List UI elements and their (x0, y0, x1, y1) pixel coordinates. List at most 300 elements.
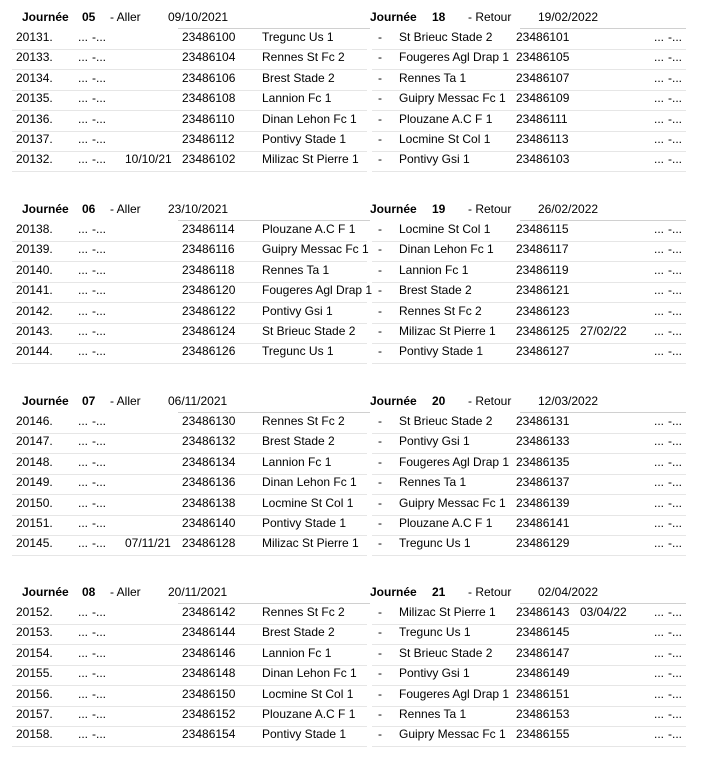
time-placeholder: -... (668, 242, 682, 257)
time-placeholder: -... (92, 222, 106, 236)
journee-label: Journée (22, 202, 69, 216)
aller-home-team: Plouzane A.C F 1 (262, 222, 356, 236)
match-id: 20133. (16, 50, 53, 65)
aller-home-team: Dinan Lehon Fc 1 (262, 475, 357, 490)
match-id: 20131. (16, 30, 53, 44)
match-row (0, 222, 720, 242)
time-placeholder: ... (78, 434, 89, 449)
match-row (0, 263, 720, 283)
aller-home-team: Dinan Lehon Fc 1 (262, 666, 357, 681)
time-placeholder: -... (92, 475, 106, 490)
retour-home-team: Pontivy Gsi 1 (399, 152, 470, 167)
aller-home-team: Pontivy Stade 1 (262, 132, 347, 146)
time-placeholder: ... (654, 132, 665, 146)
aller-round-number: 07 (82, 394, 96, 408)
time-placeholder: -... (92, 605, 106, 619)
time-placeholder: ... (654, 344, 665, 359)
match-id: 20158. (16, 727, 53, 742)
time-placeholder: -... (668, 30, 682, 44)
match-row (0, 536, 720, 556)
vs-separator: - (378, 50, 382, 65)
match-row (0, 91, 720, 111)
time-placeholder: -... (668, 727, 682, 742)
vs-separator: - (378, 222, 382, 236)
aller-home-team: Rennes Ta 1 (262, 262, 330, 277)
retour-home-team: Fougeres Agl Drap 1 (399, 686, 510, 701)
retour-home-team: St Brieuc Stade 2 (399, 414, 493, 428)
retour-round-number: 20 (432, 394, 446, 408)
aller-home-team: Rennes St Fc 2 (262, 50, 345, 65)
time-placeholder: ... (78, 625, 89, 640)
retour-round-number: 18 (432, 10, 446, 24)
retour-date: 02/04/2022 (538, 585, 599, 599)
aller-label: - Aller (110, 10, 141, 24)
aller-match-code: 23486150 (182, 686, 236, 701)
header-rule (178, 412, 370, 413)
retour-match-code: 23486143 (516, 605, 570, 619)
time-placeholder: ... (78, 536, 89, 551)
time-placeholder: ... (654, 414, 665, 428)
match-id: 20144. (16, 344, 53, 359)
time-placeholder: -... (668, 495, 682, 510)
match-id: 20142. (16, 303, 53, 318)
match-id: 20147. (16, 434, 53, 449)
aller-match-code: 23486124 (182, 324, 236, 338)
vs-separator: - (378, 111, 382, 126)
match-id: 20140. (16, 262, 53, 277)
retour-match-code: 23486153 (516, 707, 570, 721)
journee-label: Journée (22, 394, 69, 408)
row-separator (12, 555, 367, 556)
match-row (0, 625, 720, 645)
match-id: 20155. (16, 666, 53, 681)
vs-separator: - (378, 707, 382, 721)
time-placeholder: -... (668, 132, 682, 146)
aller-match-code: 23486104 (182, 50, 236, 65)
time-placeholder: ... (654, 303, 665, 318)
match-id: 20138. (16, 222, 53, 236)
time-placeholder: ... (78, 30, 89, 44)
aller-home-team: Milizac St Pierre 1 (262, 152, 359, 167)
match-id: 20149. (16, 475, 53, 490)
retour-home-team: Plouzane A.C F 1 (399, 516, 493, 530)
round-header (0, 585, 720, 605)
journee-label: Journée (22, 585, 69, 599)
match-row (0, 666, 720, 686)
vs-separator: - (378, 152, 382, 167)
time-placeholder: -... (668, 303, 682, 318)
time-placeholder: ... (78, 707, 89, 721)
retour-home-team: Guipry Messac Fc 1 (399, 727, 506, 742)
aller-home-team: Rennes St Fc 2 (262, 605, 345, 619)
retour-home-team: Locmine St Col 1 (399, 222, 491, 236)
time-placeholder: -... (668, 70, 682, 85)
vs-separator: - (378, 516, 382, 530)
match-id: 20134. (16, 70, 53, 85)
round-header (0, 10, 720, 30)
aller-home-team: Lannion Fc 1 (262, 91, 332, 106)
time-placeholder: -... (668, 434, 682, 449)
aller-date: 23/10/2021 (168, 202, 229, 216)
time-placeholder: ... (78, 152, 89, 167)
time-placeholder: ... (78, 242, 89, 257)
retour-match-code: 23486141 (516, 516, 570, 530)
row-separator (372, 171, 686, 172)
aller-match-date: 10/10/21 (125, 152, 172, 167)
vs-separator: - (378, 454, 382, 469)
time-placeholder: ... (654, 70, 665, 85)
time-placeholder: ... (654, 707, 665, 721)
time-placeholder: -... (92, 262, 106, 277)
aller-home-team: Pontivy Stade 1 (262, 727, 347, 742)
journee-label: Journée (22, 10, 69, 24)
aller-match-date: 07/11/21 (125, 536, 171, 551)
aller-round-number: 06 (82, 202, 96, 216)
time-placeholder: ... (78, 727, 89, 742)
match-row (0, 434, 720, 454)
time-placeholder: -... (668, 605, 682, 619)
aller-match-code: 23486106 (182, 70, 236, 85)
time-placeholder: ... (654, 111, 665, 126)
aller-home-team: Brest Stade 2 (262, 434, 335, 449)
time-placeholder: -... (92, 132, 106, 146)
aller-match-code: 23486132 (182, 434, 236, 449)
vs-separator: - (378, 70, 382, 85)
retour-label: - Retour (468, 10, 512, 24)
time-placeholder: -... (92, 434, 106, 449)
retour-home-team: Lannion Fc 1 (399, 262, 469, 277)
retour-home-team: Guipry Messac Fc 1 (399, 495, 506, 510)
retour-match-code: 23486133 (516, 434, 570, 449)
time-placeholder: ... (654, 454, 665, 469)
retour-match-code: 23486113 (516, 132, 569, 146)
aller-home-team: Locmine St Col 1 (262, 495, 354, 510)
match-row (0, 152, 720, 172)
time-placeholder: ... (654, 495, 665, 510)
retour-match-code: 23486111 (516, 111, 568, 126)
match-id: 20151. (16, 516, 53, 530)
time-placeholder: ... (654, 475, 665, 490)
match-row (0, 324, 720, 344)
time-placeholder: ... (78, 645, 89, 660)
time-placeholder: -... (92, 91, 106, 106)
time-placeholder: ... (78, 414, 89, 428)
vs-separator: - (378, 645, 382, 660)
vs-separator: - (378, 30, 382, 44)
time-placeholder: -... (668, 536, 682, 551)
time-placeholder: -... (668, 91, 682, 106)
time-placeholder: ... (78, 516, 89, 530)
time-placeholder: -... (92, 666, 106, 681)
time-placeholder: ... (78, 70, 89, 85)
time-placeholder: ... (654, 605, 665, 619)
match-id: 20141. (16, 283, 53, 298)
match-id: 20132. (16, 152, 53, 167)
time-placeholder: ... (654, 50, 665, 65)
aller-match-code: 23486142 (182, 605, 236, 619)
time-placeholder: -... (92, 707, 106, 721)
time-placeholder: ... (654, 324, 665, 338)
time-placeholder: ... (78, 324, 89, 338)
match-row (0, 414, 720, 434)
time-placeholder: -... (668, 414, 682, 428)
match-row (0, 112, 720, 132)
aller-home-team: Brest Stade 2 (262, 70, 335, 85)
header-rule (520, 220, 686, 221)
time-placeholder: ... (654, 152, 665, 167)
retour-home-team: Tregunc Us 1 (399, 536, 471, 551)
header-rule (178, 28, 370, 29)
aller-home-team: Plouzane A.C F 1 (262, 707, 356, 721)
aller-match-code: 23486116 (182, 242, 235, 257)
match-id: 20153. (16, 625, 53, 640)
time-placeholder: -... (92, 454, 106, 469)
match-row (0, 304, 720, 324)
vs-separator: - (378, 414, 382, 428)
vs-separator: - (378, 344, 382, 359)
match-row (0, 646, 720, 666)
time-placeholder: ... (78, 666, 89, 681)
aller-match-code: 23486128 (182, 536, 236, 551)
retour-date: 12/03/2022 (538, 394, 599, 408)
retour-match-code: 23486129 (516, 536, 570, 551)
vs-separator: - (378, 686, 382, 701)
retour-home-team: St Brieuc Stade 2 (399, 645, 493, 660)
vs-separator: - (378, 303, 382, 318)
match-row (0, 132, 720, 152)
match-id: 20146. (16, 414, 53, 428)
time-placeholder: -... (92, 516, 106, 530)
header-rule (520, 412, 686, 413)
time-placeholder: -... (92, 242, 106, 257)
aller-home-team: Pontivy Gsi 1 (262, 303, 333, 318)
retour-match-code: 23486135 (516, 454, 570, 469)
retour-home-team: Guipry Messac Fc 1 (399, 91, 506, 106)
retour-home-team: Locmine St Col 1 (399, 132, 491, 146)
aller-match-code: 23486118 (182, 262, 235, 277)
match-id: 20154. (16, 645, 53, 660)
retour-date: 26/02/2022 (538, 202, 599, 216)
match-row (0, 283, 720, 303)
retour-match-code: 23486151 (516, 686, 570, 701)
time-placeholder: -... (668, 516, 682, 530)
aller-match-code: 23486102 (182, 152, 236, 167)
time-placeholder: ... (654, 262, 665, 277)
vs-separator: - (378, 495, 382, 510)
time-placeholder: ... (78, 91, 89, 106)
retour-match-code: 23486127 (516, 344, 570, 359)
retour-home-team: Pontivy Gsi 1 (399, 434, 470, 449)
match-id: 20145. (16, 536, 53, 551)
time-placeholder: ... (654, 222, 665, 236)
time-placeholder: -... (92, 686, 106, 701)
aller-match-code: 23486148 (182, 666, 236, 681)
aller-label: - Aller (110, 202, 141, 216)
time-placeholder: ... (78, 50, 89, 65)
match-row (0, 687, 720, 707)
time-placeholder: ... (78, 222, 89, 236)
vs-separator: - (378, 132, 382, 146)
aller-match-code: 23486152 (182, 707, 236, 721)
time-placeholder: -... (92, 111, 106, 126)
time-placeholder: ... (654, 434, 665, 449)
retour-label: - Retour (468, 202, 512, 216)
aller-home-team: Milizac St Pierre 1 (262, 536, 359, 551)
vs-separator: - (378, 242, 382, 257)
aller-date: 09/10/2021 (168, 10, 229, 24)
time-placeholder: ... (78, 111, 89, 126)
retour-home-team: Rennes Ta 1 (399, 475, 467, 490)
row-separator (12, 363, 367, 364)
time-placeholder: -... (668, 262, 682, 277)
aller-match-code: 23486140 (182, 516, 236, 530)
match-id: 20157. (16, 707, 53, 721)
match-row (0, 242, 720, 262)
time-placeholder: -... (92, 727, 106, 742)
time-placeholder: -... (668, 152, 682, 167)
match-id: 20136. (16, 111, 53, 126)
aller-home-team: Pontivy Stade 1 (262, 516, 347, 530)
retour-match-code: 23486107 (516, 70, 570, 85)
match-row (0, 344, 720, 364)
retour-home-team: Fougeres Agl Drap 1 (399, 454, 510, 469)
vs-separator: - (378, 666, 382, 681)
retour-match-code: 23486137 (516, 475, 570, 490)
time-placeholder: ... (78, 132, 89, 146)
aller-home-team: St Brieuc Stade 2 (262, 324, 356, 338)
aller-home-team: Brest Stade 2 (262, 625, 335, 640)
time-placeholder: ... (78, 475, 89, 490)
retour-home-team: Brest Stade 2 (399, 283, 472, 298)
match-row (0, 496, 720, 516)
time-placeholder: ... (78, 686, 89, 701)
vs-separator: - (378, 536, 382, 551)
retour-home-team: Rennes St Fc 2 (399, 303, 482, 318)
match-row (0, 707, 720, 727)
time-placeholder: -... (92, 414, 106, 428)
retour-home-team: Rennes Ta 1 (399, 70, 467, 85)
row-separator (12, 171, 367, 172)
aller-match-code: 23486138 (182, 495, 236, 510)
retour-match-code: 23486145 (516, 625, 570, 640)
time-placeholder: -... (92, 30, 106, 44)
time-placeholder: -... (92, 70, 106, 85)
retour-match-code: 23486123 (516, 303, 570, 318)
aller-match-code: 23486120 (182, 283, 236, 298)
time-placeholder: -... (92, 152, 106, 167)
vs-separator: - (378, 434, 382, 449)
round-header (0, 394, 720, 414)
retour-home-team: Dinan Lehon Fc 1 (399, 242, 494, 257)
aller-home-team: Tregunc Us 1 (262, 30, 334, 44)
time-placeholder: -... (92, 495, 106, 510)
aller-home-team: Tregunc Us 1 (262, 344, 334, 359)
retour-match-code: 23486117 (516, 242, 569, 257)
time-placeholder: ... (654, 666, 665, 681)
time-placeholder: ... (654, 242, 665, 257)
aller-match-code: 23486100 (182, 30, 236, 44)
time-placeholder: -... (668, 707, 682, 721)
vs-separator: - (378, 324, 382, 338)
retour-round-number: 21 (432, 585, 446, 599)
time-placeholder: ... (78, 344, 89, 359)
round-block (0, 202, 720, 375)
match-row (0, 50, 720, 70)
retour-home-team: Pontivy Stade 1 (399, 344, 484, 359)
match-id: 20135. (16, 91, 53, 106)
aller-label: - Aller (110, 585, 141, 599)
aller-match-code: 23486110 (182, 111, 235, 126)
match-row (0, 71, 720, 91)
time-placeholder: -... (668, 222, 682, 236)
vs-separator: - (378, 475, 382, 490)
time-placeholder: ... (78, 262, 89, 277)
aller-home-team: Fougeres Agl Drap 1 (262, 283, 373, 298)
retour-home-team: Fougeres Agl Drap 1 (399, 50, 510, 65)
time-placeholder: -... (668, 344, 682, 359)
match-row (0, 516, 720, 536)
aller-match-code: 23486144 (182, 625, 236, 640)
row-separator (372, 555, 686, 556)
retour-match-code: 23486155 (516, 727, 570, 742)
retour-match-code: 23486149 (516, 666, 570, 681)
time-placeholder: -... (92, 344, 106, 359)
aller-round-number: 08 (82, 585, 96, 599)
vs-separator: - (378, 605, 382, 619)
time-placeholder: ... (654, 536, 665, 551)
retour-match-code: 23486119 (516, 262, 569, 277)
retour-match-code: 23486139 (516, 495, 570, 510)
time-placeholder: -... (92, 283, 106, 298)
aller-date: 06/11/2021 (168, 394, 228, 408)
vs-separator: - (378, 625, 382, 640)
time-placeholder: ... (654, 283, 665, 298)
match-id: 20152. (16, 605, 53, 619)
round-block (0, 10, 720, 183)
retour-match-date: 03/04/22 (580, 605, 627, 619)
aller-home-team: Rennes St Fc 2 (262, 414, 345, 428)
header-rule (178, 220, 370, 221)
time-placeholder: ... (78, 495, 89, 510)
header-rule (178, 603, 370, 604)
match-row (0, 605, 720, 625)
retour-round-number: 19 (432, 202, 446, 216)
aller-label: - Aller (110, 394, 141, 408)
aller-match-code: 23486154 (182, 727, 236, 742)
time-placeholder: -... (92, 645, 106, 660)
journee-label: Journée (370, 10, 417, 24)
vs-separator: - (378, 283, 382, 298)
retour-home-team: Pontivy Gsi 1 (399, 666, 470, 681)
round-block (0, 585, 720, 758)
time-placeholder: -... (92, 625, 106, 640)
retour-home-team: Milizac St Pierre 1 (399, 605, 496, 619)
retour-match-code: 23486109 (516, 91, 570, 106)
match-id: 20148. (16, 454, 53, 469)
retour-label: - Retour (468, 394, 512, 408)
vs-separator: - (378, 727, 382, 742)
vs-separator: - (378, 262, 382, 277)
time-placeholder: ... (654, 30, 665, 44)
time-placeholder: -... (668, 645, 682, 660)
time-placeholder: -... (668, 454, 682, 469)
match-row (0, 30, 720, 50)
retour-home-team: Plouzane A.C F 1 (399, 111, 493, 126)
match-row (0, 475, 720, 495)
aller-home-team: Lannion Fc 1 (262, 645, 332, 660)
time-placeholder: -... (668, 666, 682, 681)
match-id: 20150. (16, 495, 53, 510)
